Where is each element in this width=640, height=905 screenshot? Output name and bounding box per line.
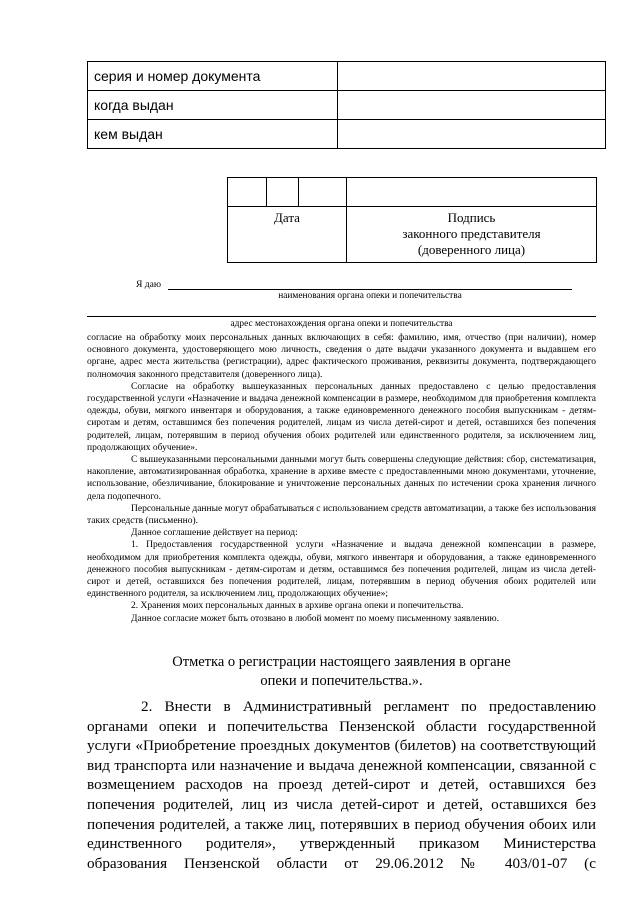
- date-boxes-row: [228, 178, 597, 207]
- doc-number-value: [338, 62, 606, 91]
- registration-mark-line1: Отметка о регистрации настоящего заявления в органе: [172, 654, 511, 670]
- issued-by-value: [338, 120, 606, 149]
- signature-label-line2: законного представителя: [402, 226, 541, 241]
- registration-mark-line2: опеки и попечительства.».: [260, 673, 423, 689]
- consent-paragraph-8: Данное согласие может быть отозвано в любой момент по моему письменному заявлению.: [131, 613, 499, 624]
- table-row: [88, 62, 606, 91]
- signature-label-line3: (доверенного лица): [417, 242, 526, 257]
- consent-paragraph-1: согласие на обработку моих персональных данных включающих в себя: фамилию, имя, отчество (при наличии), номер основного документа, удостоверяющего мою личность, сведения о дате выдачи указанного документа и выдавшем его органе, адрес места жительства (регистрации), адрес фактического проживания, реквизиты документа, подтверждающего полномочия законного представителя (доверенного лица).: [87, 333, 596, 380]
- date-box-day: [228, 178, 267, 207]
- consent-paragraph-4: Персональные данные могут обрабатываться с использованием средств автоматизации, а также без использования таких средств (письменно).: [87, 503, 596, 527]
- table-row: [88, 91, 606, 120]
- issue-date-value: [338, 91, 606, 120]
- consent-paragraph-3: С вышеуказанными персональными данными могут быть совершены следующие действия: сбор, систематизация, накопление, автоматизированная обработка, хранение в архиве вместе с предоставленными мною документами, уточнение, использование, обезличивание, блокирование и уничтожение персональных данных по истечении срока хранения личного дела подопечного.: [87, 455, 596, 502]
- consent-paragraph-6: 1. Предоставления государственной услуги «Назначение и выдача денежной компенсации в размере, необходимом для приобретения комплекта одежды, обуви, мягкого инвентаря и оборудования, а также единовременного денежного пособия выпускникам - детям-сиротам и детям, оставшимся без попечения родителей, лицам из числа детей-сирот и детей, оставшихся без попечения родителей, лицам, потерявшим в период обучения обоих родителей или единственного родителя, за исключением лиц, продолжающих обучение»;: [87, 540, 596, 600]
- main-paragraph: 2. Внести в Административный регламент по предоставлению органами опеки и попечительства Пензенской области государственной услуги «Приобретение проездных документов (билетов) на соответствующий вид транспорта или назначение и выдача денежной компенсации, связанной с возмещением расходов на проезд детей-сирот и детей, оставшихся без попечения родителей, лиц из числа детей-сирот и детей, оставшихся без попечения родителей, а также лиц, потерявших в период обучения обоих или единственного родителя», утвержденный приказом Министерства образования Пензенской области от 29.06.2012 № 403/01-07 (с: [87, 698, 596, 872]
- signature-box: [347, 178, 597, 207]
- document-info-table: [87, 61, 606, 149]
- doc-number-label: серия и номер документа: [88, 62, 338, 91]
- registration-mark: [87, 653, 596, 691]
- issue-date-label: когда выдан: [88, 91, 338, 120]
- signature-label-line1: Подпись: [447, 210, 496, 225]
- organ-address-line: [87, 316, 596, 317]
- signature-table: [227, 177, 597, 263]
- date-label: Дата: [228, 207, 347, 263]
- date-box-year: [299, 178, 347, 207]
- consent-paragraph-5: Данное соглашение действует на период:: [131, 528, 298, 539]
- date-box-month: [267, 178, 299, 207]
- consent-paragraph-2: Согласие на обработку вышеуказанных персональных данных предоставлено с целью предоставления государственной услуги «Назначение и выдача денежной компенсации в размере, необходимом для приобретения комплекта одежды, обуви, мягкого инвентаря и оборудования, а также единовременного денежного пособия выпускникам - детям-сиротам и детям, оставшимся без попечения родителей, лицам из числа детей-сирот и детей, оставшихся без попечения родителей, лицам, потерявшим в период обучения обоих родителей или единственного родителя, за исключением лиц, продолжающих обучение».: [87, 381, 596, 453]
- consent-body: [87, 332, 596, 625]
- consent-ya-dayu: Я даю: [136, 279, 162, 290]
- consent-paragraph-7: 2. Хранения моих персональных данных в архиве органа опеки и попечительства.: [131, 601, 464, 612]
- issued-by-label: кем выдан: [88, 120, 338, 149]
- organ-name-line: [168, 289, 572, 290]
- organ-address-caption: адрес местонахождения органа опеки и попечительства: [230, 319, 453, 329]
- signature-labels-row: [228, 207, 597, 263]
- main-text: [87, 697, 596, 873]
- organ-name-caption: наименования органа опеки и попечительства: [278, 291, 462, 301]
- signature-label: [347, 207, 597, 263]
- table-row: [88, 120, 606, 149]
